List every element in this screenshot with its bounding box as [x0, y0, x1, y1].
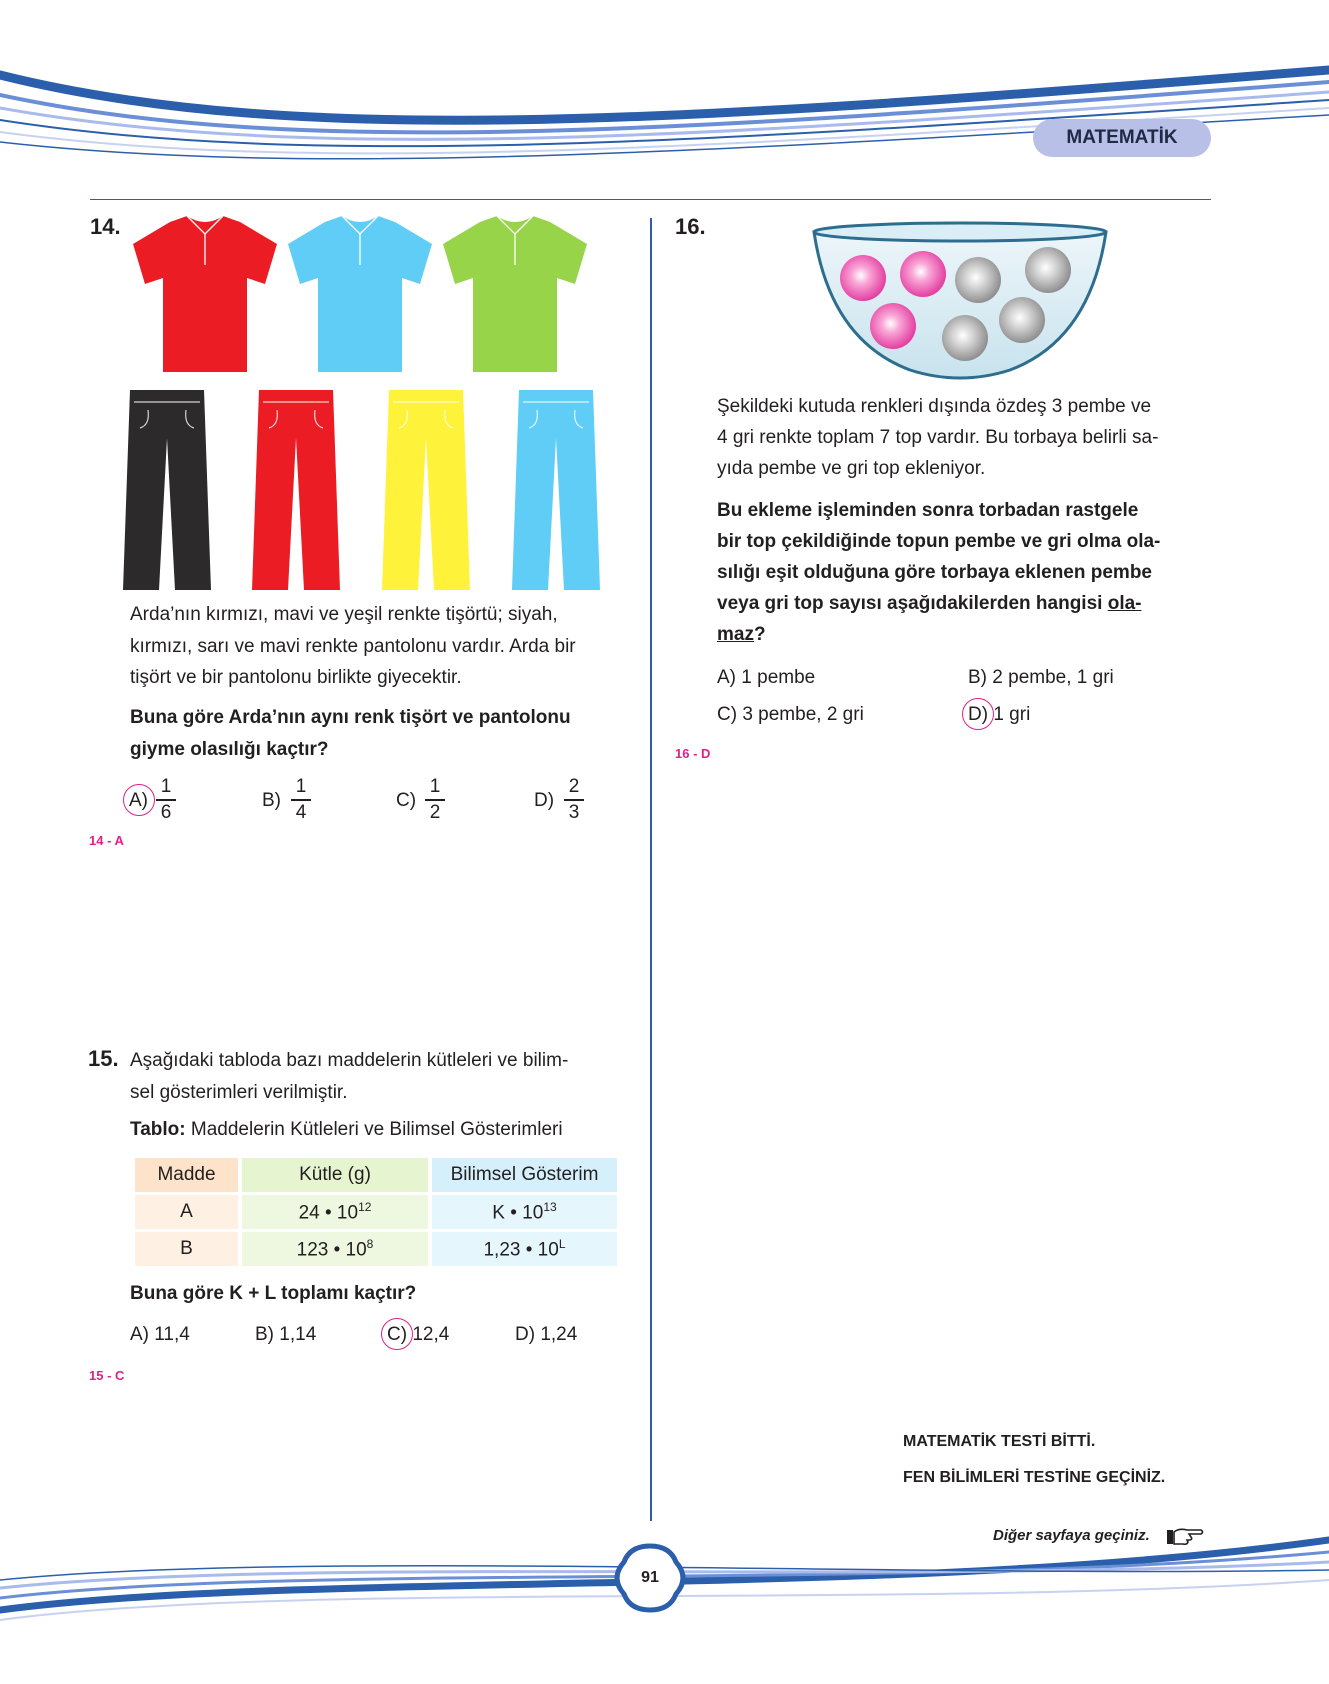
q15-option-c[interactable]: C) 12,4 — [387, 1324, 450, 1345]
header-gosterim: Bilimsel Gösterim — [432, 1158, 617, 1192]
table-header-row — [135, 1158, 617, 1192]
column-divider — [650, 218, 652, 1521]
q16-bowl-illustration — [810, 220, 1110, 390]
q15-table — [131, 1155, 621, 1269]
q15-text-line1: Aşağıdaki tabloda bazı maddelerin kütleleri ve bilim- — [130, 1050, 569, 1071]
pink-ball-icon — [900, 251, 946, 297]
q14-option-b-label[interactable]: B) — [262, 790, 281, 811]
q14-answer-circle — [123, 784, 155, 816]
q15-option-b[interactable]: B) 1,14 — [255, 1324, 317, 1345]
q16-text-line3: yıda pembe ve gri top ekleniyor. — [717, 458, 986, 479]
q15-table-caption-text: Maddelerin Kütleleri ve Bilimsel Gösterimleri — [190, 1119, 563, 1140]
cell-madde: A — [135, 1195, 238, 1229]
header-kutle: Kütle (g) — [242, 1158, 428, 1192]
pink-ball-icon — [840, 255, 886, 301]
pants-black-icon — [123, 390, 211, 590]
cell-gosterim: 1,23 • $10^L$ — [432, 1232, 617, 1266]
q15-number: 15. — [88, 1046, 119, 1071]
gray-ball-icon — [999, 297, 1045, 343]
top-divider — [90, 199, 1211, 200]
pink-ball-icon — [870, 303, 916, 349]
test-end-line2: FEN BİLİMLERİ TESTİNE GEÇİNİZ. — [903, 1469, 1166, 1486]
q15-answer-key: 15 - C — [89, 1368, 125, 1383]
q16-option-b[interactable]: B) 2 pembe, 1 gri — [968, 667, 1114, 688]
q16-question-line4: veya gri top sayısı aşağıdakilerden hangisi ola- — [717, 593, 1142, 614]
cell-kutle: 24 • $10^{12}$ — [242, 1195, 428, 1229]
q15-table-label: Tablo: — [130, 1119, 186, 1140]
q16-option-a[interactable]: A) 1 pembe — [717, 667, 816, 688]
cell-madde: B — [135, 1232, 238, 1266]
q15-question: Buna göre K + L toplamı kaçtır? — [130, 1283, 417, 1304]
q14-option-a-fraction: 1 6 — [156, 776, 176, 824]
q14-option-b-fraction: 1 4 — [291, 776, 311, 824]
q16-question-line2: bir top çekildiğinde topun pembe ve gri olma ola- — [717, 531, 1161, 552]
pants-yellow-icon — [382, 390, 470, 590]
q16-question-line3: sılığı eşit olduğuna göre torbaya eklenen pembe — [717, 562, 1152, 583]
q16-text-line1: Şekildeki kutuda renkleri dışında özdeş 3 pembe ve — [717, 396, 1152, 417]
subject-tab: MATEMATİK — [1033, 119, 1211, 157]
pants-blue-icon — [512, 390, 600, 590]
q15-option-a[interactable]: A) 11,4 — [130, 1324, 190, 1345]
q16-number: 16. — [675, 214, 706, 239]
page-number: 91 — [641, 1569, 659, 1586]
pointing-hand-icon — [1165, 1526, 1205, 1548]
q15-text-line2: sel gösterimleri verilmiştir. — [130, 1082, 348, 1103]
test-end-line1: MATEMATİK TESTİ BİTTİ. — [903, 1433, 1096, 1450]
q14-number: 14. — [90, 214, 121, 239]
q15-option-d[interactable]: D) 1,24 — [515, 1324, 578, 1345]
table-row — [135, 1195, 617, 1229]
q14-question: Buna göre Arda’nın aynı renk tişört ve pantolonu giyme olasılığı kaçtır? — [130, 707, 571, 760]
q14-option-d-label[interactable]: D) — [534, 790, 555, 811]
q14-clothes-illustration — [120, 210, 620, 600]
gray-ball-icon — [955, 257, 1001, 303]
q16-option-d[interactable]: D) 1 gri — [968, 704, 1031, 725]
q14-option-c-fraction: 1 2 — [425, 776, 445, 824]
gray-ball-icon — [942, 315, 988, 361]
header-madde: Madde — [135, 1158, 238, 1192]
q16-answer-key: 16 - D — [675, 746, 711, 761]
gray-ball-icon — [1025, 247, 1071, 293]
pants-red-icon — [252, 390, 340, 590]
q14-text: Arda’nın kırmızı, mavi ve yeşil renkte tişörtü; siyah, kırmızı, sarı ve mavi renkte pantolonu vardır. Arda bir tişört ve bir pantolonu birlikte giyecektir. — [130, 604, 576, 688]
q16-option-c[interactable]: C) 3 pembe, 2 gri — [717, 704, 864, 725]
q14-answer-key: 14 - A — [89, 833, 124, 848]
q16-question-line5: maz? — [717, 624, 766, 645]
q16-text-line2: 4 gri renkte toplam 7 top vardır. Bu torbaya belirli sa- — [717, 427, 1159, 448]
q16-question-line1: Bu ekleme işleminden sonra torbadan rastgele — [717, 500, 1139, 521]
q14-option-c-label[interactable]: C) — [396, 790, 417, 811]
next-page-note: Diğer sayfaya geçiniz. — [993, 1527, 1150, 1544]
cell-gosterim: K • $10^{13}$ — [432, 1195, 617, 1229]
q15-table-caption — [130, 1114, 563, 1146]
q14-option-d-fraction: 2 3 — [564, 776, 584, 824]
table-row — [135, 1232, 617, 1266]
q14-option-a-label[interactable]: A) — [129, 790, 148, 811]
cell-kutle: 123 • $10^8$ — [242, 1232, 428, 1266]
